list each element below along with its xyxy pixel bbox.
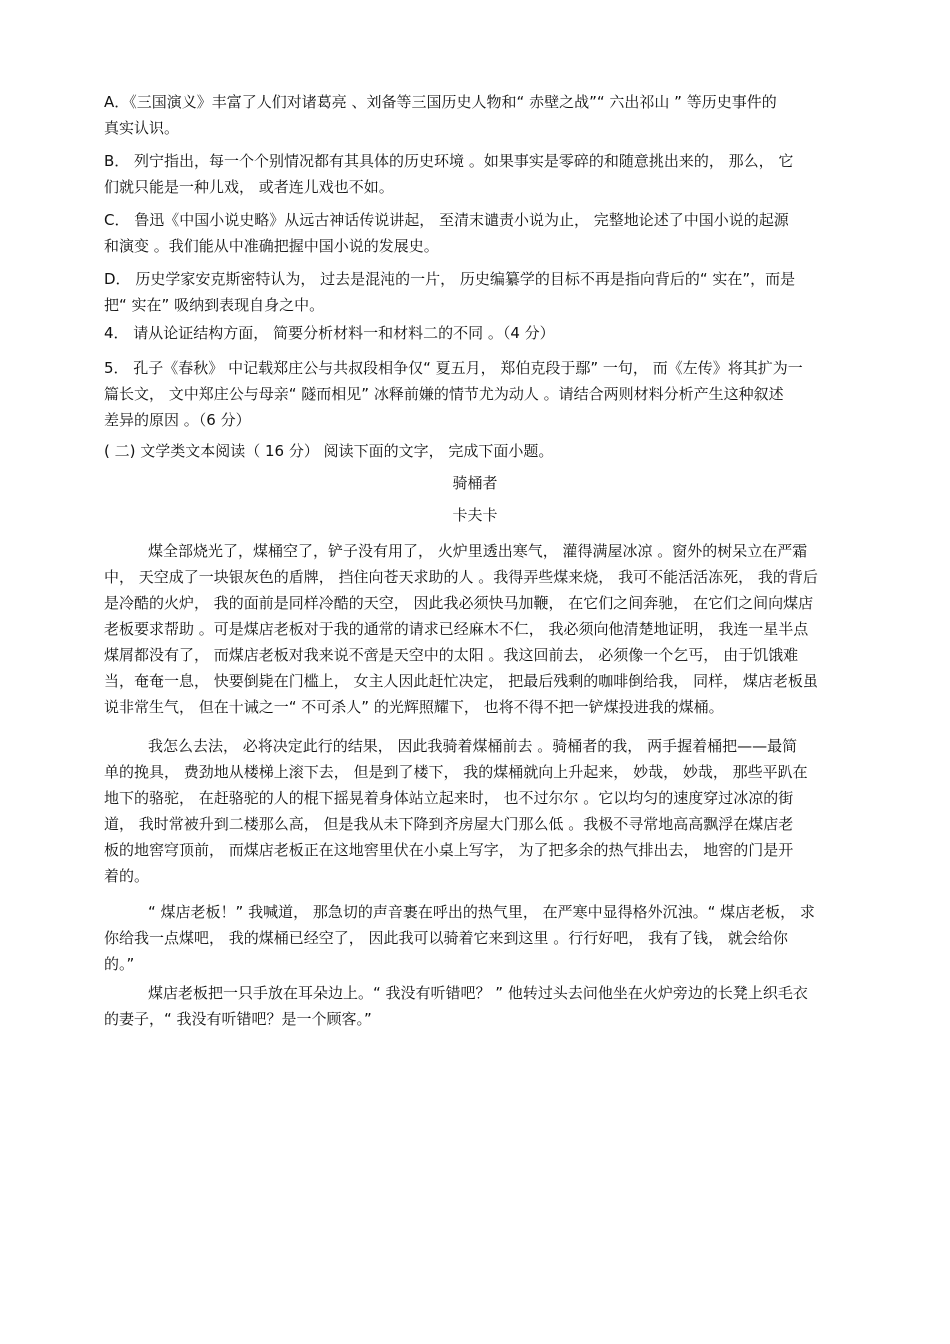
paragraph-3-line-2: 你给我一点煤吧， 我的煤桶已经空了， 因此我可以骑着它来到这里 。行行好吧， 我有了钱， 就会给你 bbox=[104, 929, 788, 947]
option-a-line-1: A．《三国演义》丰富了人们对诸葛亮 、刘备等三国历史人物和“ 赤壁之战”“ 六出祁山 ” 等历史事件的 bbox=[104, 93, 777, 111]
story-paragraph-1 bbox=[104, 538, 864, 720]
paragraph-1-line-6: 当，奄奄一息， 快要倒毙在门槛上， 女主人因此赶忙决定， 把最后残剩的咖啡倒给我， 同样， 煤店老板虽 bbox=[104, 672, 818, 690]
paragraph-1-line-4: 老板要求帮助 。可是煤店老板对于我的通常的请求已经麻木不仁， 我必须向他清楚地证明， 我连一星半点 bbox=[104, 620, 809, 638]
story-paragraph-4 bbox=[104, 980, 864, 1032]
paragraph-3-line-3: 的。” bbox=[104, 955, 135, 973]
paragraph-3-line-1: “ 煤店老板！” 我喊道， 那急切的声音裹在呼出的热气里， 在严寒中显得格外沉浊。“ 煤店老板， 求 bbox=[148, 903, 815, 921]
question-4 bbox=[104, 320, 864, 346]
question-5-line-3: 差异的原因 。（6 分） bbox=[104, 411, 251, 429]
paragraph-1-line-7: 说非常生气， 但在十诫之一“ 不可杀人” 的光辉照耀下， 也将不得不把一铲煤投进我的煤桶。 bbox=[104, 698, 724, 716]
story-title: 骑桶者 bbox=[452, 474, 498, 492]
option-b-line-2: 们就只能是一种儿戏， 或者连儿戏也不如。 bbox=[104, 178, 394, 196]
option-d-line-2: 把“ 实在” 吸纳到表现自身之中。 bbox=[104, 296, 325, 314]
question-4-line-1: 4． 请从论证结构方面， 简要分析材料一和材料二的不同 。（4 分） bbox=[104, 324, 555, 342]
option-c bbox=[104, 207, 864, 259]
story-author: 卡夫卡 bbox=[452, 506, 498, 524]
section-heading-text: ( 二) 文学类文本阅读（ 16 分） 阅读下面的文字， 完成下面小题。 bbox=[104, 442, 554, 460]
paragraph-2-line-3: 地下的骆驼， 在赶骆驼的人的棍下摇晃着身体站立起来时， 也不过尔尔 。它以均匀的速度穿过冰凉的街 bbox=[104, 789, 794, 807]
paragraph-2-line-4: 道， 我时常被升到二楼那么高， 但是我从未下降到齐房屋大门那么低 。我极不寻常地高高飘浮在煤店老 bbox=[104, 815, 794, 833]
option-a-line-2: 真实认识。 bbox=[104, 119, 180, 137]
story-paragraph-2 bbox=[104, 733, 864, 889]
paragraph-4-line-1: 煤店老板把一只手放在耳朵边上。“ 我没有听错吧？ ” 他转过头去问他坐在火炉旁边的长凳上织毛衣 bbox=[148, 984, 808, 1002]
paragraph-2-line-2: 单的挽具， 费劲地从楼梯上滚下去， 但是到了楼下， 我的煤桶就向上升起来， 妙哉， 妙哉， 那些平趴在 bbox=[104, 763, 808, 781]
paragraph-1-line-3: 是冷酷的火炉， 我的面前是同样冷酷的天空， 因此我必须快马加鞭， 在它们之间奔驰， 在它们之间向煤店 bbox=[104, 594, 814, 612]
option-a bbox=[104, 89, 864, 141]
option-c-line-2: 和演变 。我们能从中准确把握中国小说的发展史。 bbox=[104, 237, 439, 255]
question-5-line-2: 篇长文， 文中郑庄公与母亲“ 隧而相见” 冰释前嫌的情节尤为动人 。请结合两则材料分析产生这种叙述 bbox=[104, 385, 784, 403]
paragraph-2-line-1: 我怎么去法， 必将决定此行的结果， 因此我骑着煤桶前去 。骑桶者的我， 两手握着桶把——最简 bbox=[148, 737, 798, 755]
section-heading bbox=[104, 438, 864, 464]
option-b-line-1: B． 列宁指出，每一个个别情况都有其具体的历史环境 。如果事实是零碎的和随意挑出来的， 那么， 它 bbox=[104, 152, 794, 170]
paragraph-4-line-2: 的妻子，“ 我没有听错吧？是一个顾客。” bbox=[104, 1010, 372, 1028]
option-c-line-1: C． 鲁迅《中国小说史略》从远古神话传说讲起， 至清末谴责小说为止， 完整地论述了中国小说的起源 bbox=[104, 211, 789, 229]
story-paragraph-3 bbox=[104, 899, 864, 977]
paragraph-2-line-6: 着的。 bbox=[104, 867, 150, 885]
paragraph-1-line-2: 中， 天空成了一块银灰色的盾牌， 挡住向苍天求助的人 。我得弄些煤来烧， 我可不能活活冻死， 我的背后 bbox=[104, 568, 818, 586]
option-b bbox=[104, 148, 864, 200]
option-d bbox=[104, 266, 864, 318]
paragraph-1-line-1: 煤全部烧光了，煤桶空了，铲子没有用了， 火炉里透出寒气， 灌得满屋冰凉 。窗外的树呆立在严霜 bbox=[148, 542, 808, 560]
paragraph-2-line-5: 板的地窖穹顶前， 而煤店老板正在这地窖里伏在小桌上写字， 为了把多余的热气排出去， 地窖的门是开 bbox=[104, 841, 794, 859]
option-d-line-1: D． 历史学家安克斯密特认为， 过去是混沌的一片， 历史编纂学的目标不再是指向背后的“ 实在”，而是 bbox=[104, 270, 796, 288]
paragraph-1-line-5: 煤屑都没有了， 而煤店老板对我来说不啻是天空中的太阳 。我这回前去， 必须像一个乞丐， 由于饥饿难 bbox=[104, 646, 799, 664]
question-5 bbox=[104, 355, 864, 433]
question-5-line-1: 5． 孔子《春秋》 中记载郑庄公与共叔段相争仅“ 夏五月， 郑伯克段于鄢” 一句， 而《左传》将其扩为一 bbox=[104, 359, 803, 377]
